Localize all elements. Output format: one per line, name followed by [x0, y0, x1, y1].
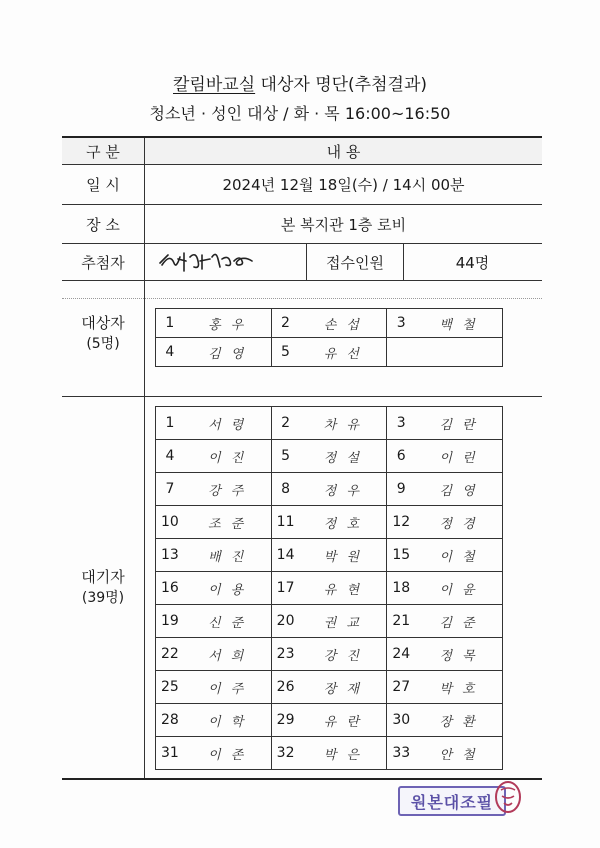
table-row — [156, 737, 503, 770]
official-seal — [494, 780, 522, 818]
cell-number: 3 — [387, 309, 415, 338]
cell-name: 정 우 — [299, 473, 386, 506]
cell-name: 정 목 — [415, 638, 502, 671]
cell-name: 이 철 — [415, 539, 502, 572]
date-label: 일 시 — [86, 175, 120, 194]
cell-number: 4 — [156, 440, 184, 473]
certified-copy-stamp: 원본대조필 — [398, 786, 506, 816]
place-value: 본 복지관 1층 로비 — [280, 215, 407, 234]
selected-label: 대상자 — [81, 313, 125, 332]
cell-number: 11 — [271, 506, 299, 539]
cell-number: 5 — [271, 338, 299, 367]
table-row — [156, 605, 503, 638]
received-value: 44명 — [455, 253, 490, 272]
table-row — [156, 539, 503, 572]
table-row — [156, 440, 503, 473]
cell-name: 장 환 — [415, 704, 502, 737]
cell-number: 20 — [271, 605, 299, 638]
cell-number: 15 — [387, 539, 415, 572]
cell-number: 31 — [156, 737, 184, 770]
seal-icon — [494, 780, 522, 814]
cell-number: 32 — [271, 737, 299, 770]
cell-number: 27 — [387, 671, 415, 704]
cell-name: 권 교 — [299, 605, 386, 638]
cell-name: 정 설 — [299, 440, 386, 473]
cell-name: 김 영 — [184, 338, 271, 367]
cell-number: 19 — [156, 605, 184, 638]
date-value: 2024년 12월 18일(수) / 14시 00분 — [222, 175, 465, 194]
cell-name: 홍 우 — [184, 309, 271, 338]
cell-number: 24 — [387, 638, 415, 671]
table-row — [156, 407, 503, 440]
cell-name: 이 린 — [415, 440, 502, 473]
cell-name: 정 경 — [415, 506, 502, 539]
cell-name: 강 주 — [184, 473, 271, 506]
cell-number: 29 — [271, 704, 299, 737]
cell-number: 1 — [156, 407, 184, 440]
table-row — [156, 309, 503, 338]
cell-name: 이 학 — [184, 704, 271, 737]
cell-name: 박 호 — [415, 671, 502, 704]
cell-name: 김 란 — [415, 407, 502, 440]
cell-name: 이 용 — [184, 572, 271, 605]
info-table — [62, 136, 542, 780]
cell-name: 이 주 — [184, 671, 271, 704]
cell-number: 25 — [156, 671, 184, 704]
cell-number: 23 — [271, 638, 299, 671]
cell-name: 박 은 — [299, 737, 386, 770]
cell-number: 2 — [271, 309, 299, 338]
table-row — [156, 638, 503, 671]
title-rest: 대상자 명단(추첨결과) — [255, 75, 427, 95]
waiting-count: (39명) — [81, 589, 125, 606]
table-row — [156, 704, 503, 737]
table-row — [156, 671, 503, 704]
selected-count: (5명) — [86, 335, 120, 352]
divider — [62, 396, 542, 397]
cell-name — [415, 338, 502, 367]
cell-name: 이 존 — [184, 737, 271, 770]
col-content-header: 내 용 — [145, 138, 542, 164]
cell-number: 12 — [387, 506, 415, 539]
received-label: 접수인원 — [306, 244, 404, 280]
cell-number: 22 — [156, 638, 184, 671]
cell-number: 1 — [156, 309, 184, 338]
cell-name: 손 섭 — [299, 309, 386, 338]
cell-number: 18 — [387, 572, 415, 605]
cell-name: 조 준 — [184, 506, 271, 539]
cell-number: 17 — [271, 572, 299, 605]
selected-label-cell — [62, 306, 144, 358]
cell-number: 16 — [156, 572, 184, 605]
table-row — [156, 506, 503, 539]
cell-name: 김 준 — [415, 605, 502, 638]
cell-name: 이 윤 — [415, 572, 502, 605]
table-row — [156, 338, 503, 367]
cell-name: 서 령 — [184, 407, 271, 440]
cell-name: 유 현 — [299, 572, 386, 605]
cell-number: 3 — [387, 407, 415, 440]
cell-name: 유 란 — [299, 704, 386, 737]
cell-number: 14 — [271, 539, 299, 572]
program-name: 칼림바교실 — [173, 75, 256, 95]
cell-name: 박 원 — [299, 539, 386, 572]
cell-number: 28 — [156, 704, 184, 737]
cell-number: 21 — [387, 605, 415, 638]
table-row — [156, 473, 503, 506]
cell-number: 5 — [271, 440, 299, 473]
cell-number: 2 — [271, 407, 299, 440]
cell-name: 이 진 — [184, 440, 271, 473]
cell-number: 33 — [387, 737, 415, 770]
waiting-table — [155, 406, 503, 770]
cell-name: 백 철 — [415, 309, 502, 338]
cell-name: 배 진 — [184, 539, 271, 572]
col-label-header: 구 분 — [62, 138, 144, 164]
waiting-label: 대기자 — [81, 567, 125, 586]
signature-icon — [156, 249, 256, 275]
cell-number: 10 — [156, 506, 184, 539]
cell-name: 서 희 — [184, 638, 271, 671]
cell-number: 6 — [387, 440, 415, 473]
selected-table — [155, 308, 503, 367]
cell-name: 강 진 — [299, 638, 386, 671]
page-title — [0, 70, 600, 95]
cell-number: 13 — [156, 539, 184, 572]
cell-name: 김 영 — [415, 473, 502, 506]
cell-number: 8 — [271, 473, 299, 506]
cell-number: 7 — [156, 473, 184, 506]
table-row — [156, 572, 503, 605]
cell-number: 4 — [156, 338, 184, 367]
cell-number — [387, 338, 415, 367]
cell-name: 차 유 — [299, 407, 386, 440]
page-subtitle: 청소년 · 성인 대상 / 화 · 목 16:00~16:50 — [149, 104, 451, 123]
drawer-label: 추첨자 — [81, 253, 125, 272]
cell-name: 유 선 — [299, 338, 386, 367]
cell-number: 26 — [271, 671, 299, 704]
label-column-divider — [144, 138, 145, 778]
cell-name: 장 재 — [299, 671, 386, 704]
waiting-label-cell — [62, 558, 144, 614]
drawer-signature — [156, 249, 256, 279]
cell-name: 안 철 — [415, 737, 502, 770]
cell-number: 9 — [387, 473, 415, 506]
dotted-divider — [62, 298, 542, 299]
cell-number: 30 — [387, 704, 415, 737]
cell-name: 신 준 — [184, 605, 271, 638]
divider — [62, 280, 542, 281]
cell-name: 정 호 — [299, 506, 386, 539]
place-label: 장 소 — [86, 215, 120, 234]
